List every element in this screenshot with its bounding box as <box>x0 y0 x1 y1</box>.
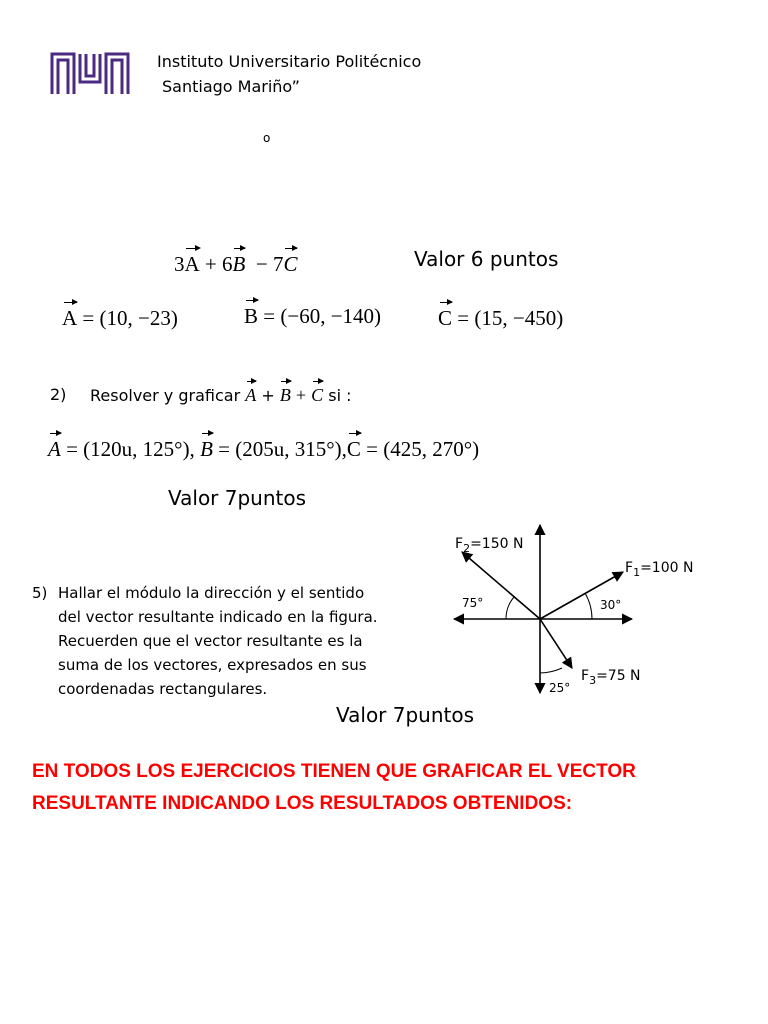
note-line2: RESULTANTE INDICANDO LOS RESULTADOS OBTENIDOS: <box>32 793 573 814</box>
exercise5-line2: del vector resultante indicado en la figura. <box>58 608 378 626</box>
exercise5-value: Valor 7puntos <box>336 703 475 727</box>
vector-c-value: = (15, −450) <box>457 306 564 330</box>
minus-sign: − <box>255 252 268 276</box>
ex2-b-value: = (205u, 315°), <box>218 437 347 461</box>
vector-b-name: B <box>244 304 259 328</box>
f1-subscript: 1 <box>633 565 641 579</box>
vector-a-definition <box>62 306 178 331</box>
f3-subscript: 3 <box>589 673 597 687</box>
ex2-a-name: A <box>48 437 61 461</box>
angle-arc-75 <box>506 597 514 619</box>
vector-a-value: = (10, −23) <box>82 306 178 330</box>
institution-logo <box>50 52 130 96</box>
f3-value: =75 N <box>596 668 641 684</box>
exercise5-line3: Recuerden que el vector resultante es la <box>58 632 363 650</box>
vector-b-value: = (−60, −140) <box>263 304 382 328</box>
note-line1: EN TODOS LOS EJERCICIOS TIENEN QUE GRAFICAR EL VECTOR <box>32 761 636 782</box>
angle-arc-30 <box>585 593 592 619</box>
coef-6: 6 <box>222 252 233 276</box>
force-f3-label <box>581 668 641 687</box>
vector-b-definition <box>244 304 381 329</box>
angle-arc-25 <box>540 668 562 673</box>
vector-b: B <box>232 252 246 276</box>
exercise2-number: 2) <box>50 385 67 404</box>
f1-letter: F <box>625 560 634 576</box>
force-f3-arrow <box>540 619 572 668</box>
exercise2-plus-1: + <box>261 386 275 405</box>
exercise2-vector-c: C <box>311 385 324 405</box>
vector-c: C <box>283 252 298 276</box>
exercise2-statement <box>90 385 352 406</box>
exercise2-statement-start: Resolver y graficar <box>90 386 241 405</box>
exercise2-value: Valor 7puntos <box>168 486 307 510</box>
ex2-a-value: = (120u, 125°), <box>66 437 195 461</box>
f2-value: =150 N <box>470 536 524 552</box>
coef-3: 3 <box>174 252 185 276</box>
angle-30-label: 30° <box>600 598 622 612</box>
exercise5-line5: coordenadas rectangulares. <box>58 680 268 698</box>
vector-c-name: C <box>438 306 453 330</box>
ex2-c-name: C <box>346 437 361 461</box>
vector-c-definition <box>438 306 563 331</box>
exercise2-vector-a: A <box>245 385 257 405</box>
ex2-c-value: = (425, 270°) <box>366 437 480 461</box>
exercise2-statement-end: si : <box>328 386 352 405</box>
f2-letter: F <box>455 536 464 552</box>
force-f2-label <box>455 536 523 555</box>
f3-letter: F <box>581 668 590 684</box>
exercise5-number: 5) <box>32 584 48 602</box>
institution-name-line1: Instituto Universitario Politécnico <box>157 52 422 71</box>
angle-75-label: 75° <box>462 596 484 610</box>
exercise1-expression <box>174 252 297 277</box>
f1-value: =100 N <box>640 560 694 576</box>
exercise5-line1: Hallar el módulo la dirección y el sentido <box>58 584 365 602</box>
plus-sign: + <box>204 252 217 276</box>
exercise1-value: Valor 6 puntos <box>414 247 559 271</box>
ex2-b-name: B <box>200 437 213 461</box>
force-f1-label <box>625 560 693 579</box>
exercise2-vector-definitions <box>48 437 479 462</box>
angle-25-label: 25° <box>549 681 571 695</box>
f2-subscript: 2 <box>463 541 471 555</box>
exercise2-plus-2: + <box>295 385 307 405</box>
coef-7: 7 <box>272 252 284 276</box>
exercise2-vector-b: B <box>279 385 291 405</box>
stray-mark: o <box>263 131 271 145</box>
vector-a: A <box>184 252 200 276</box>
exercise5-line4: suma de los vectores, expresados en sus <box>58 656 367 674</box>
vector-a-name: A <box>62 306 78 330</box>
institution-name-line2: Santiago Mariño” <box>162 77 300 96</box>
